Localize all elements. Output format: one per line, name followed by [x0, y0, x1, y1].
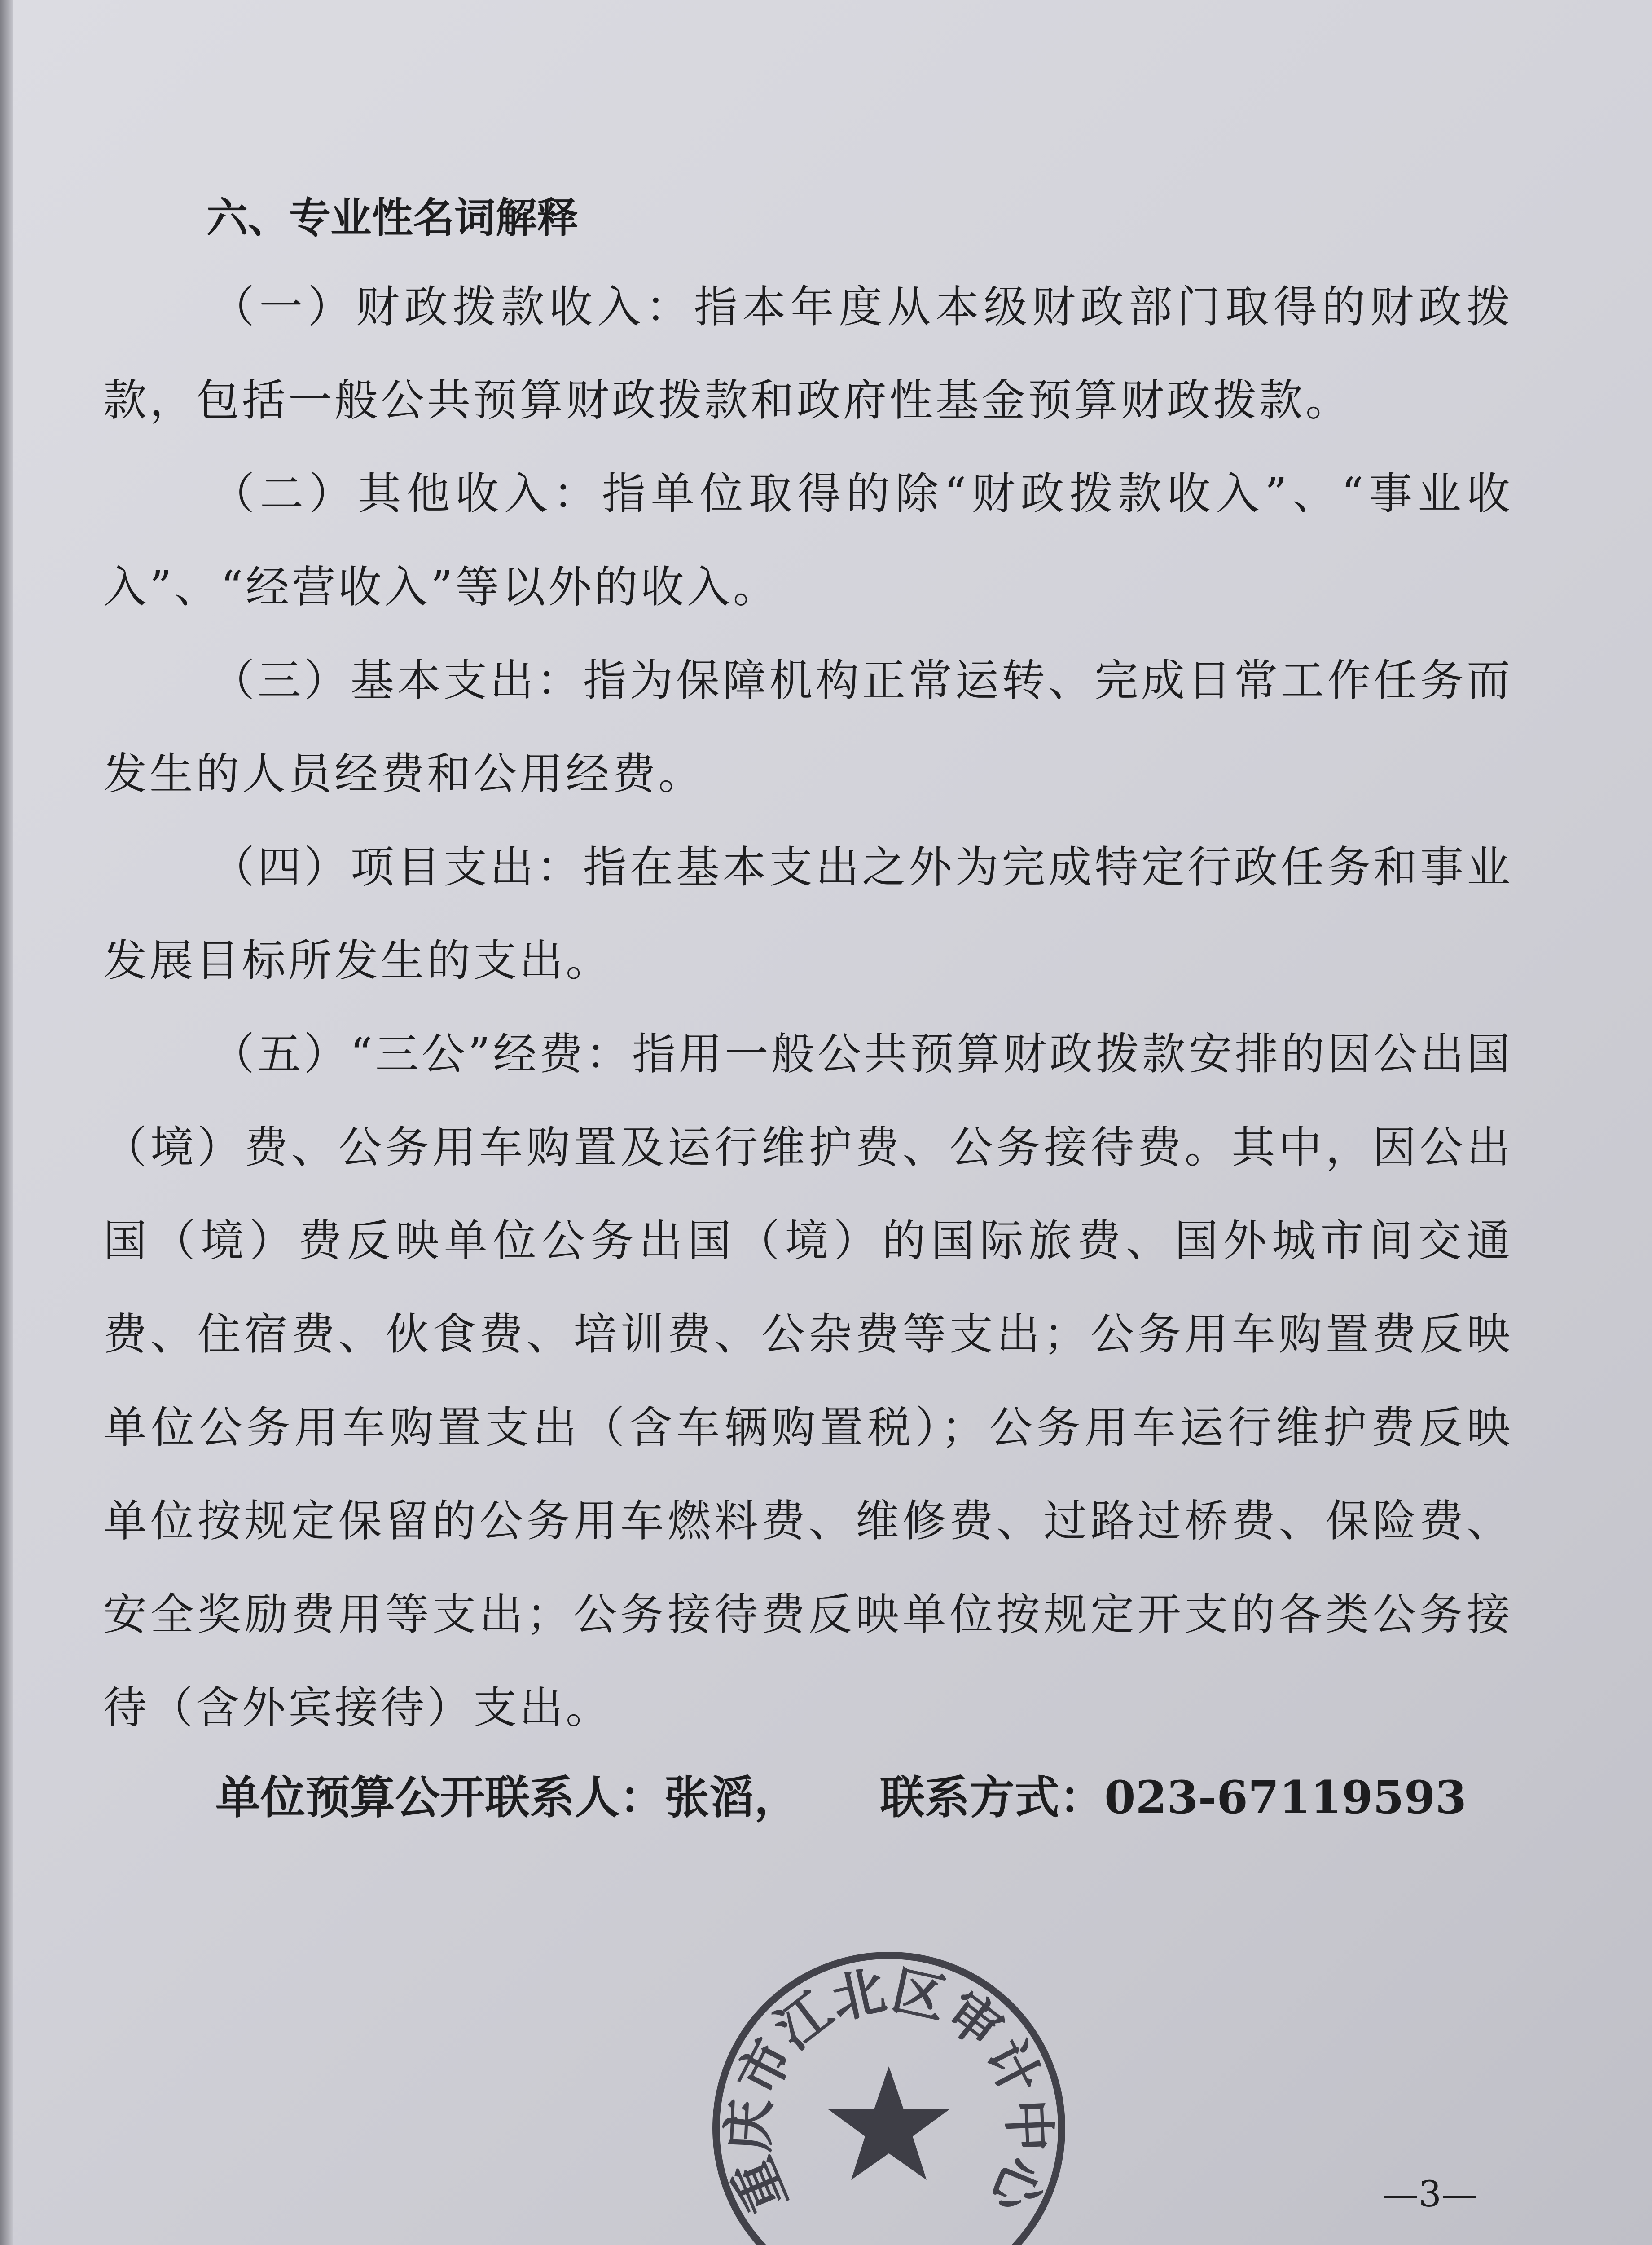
contact-phone: 联系方式：023-67119593: [880, 1771, 1467, 1824]
seal-star-icon: [828, 2066, 949, 2180]
contact-person: 单位预算公开联系人：张滔，: [215, 1771, 799, 1824]
document-body: [103, 175, 1513, 1840]
page-edge-shadow: [0, 0, 13, 2245]
seal-text: 重庆市江北区审计中心: [717, 1959, 1061, 2222]
definition-item-4: （四）项目支出：指在基本支出之外为完成特定行政任务和事业发展目标所发生的支出。: [103, 842, 1513, 986]
definition-item-5: （五）“三公”经费：指用一般公共预算财政拨款安排的因公出国（境）费、公务用车购置及运行维护费、公务接待费。其中，因公出国（境）费反映单位公务出国（境）的国际旅费、国外城市间交通费、住宿费、伙食费、培训费、公杂费等支出；公务用车购置费反映单位公务用车购置支出（含车辆购置税）；公务用车运行维护费反映单位按规定保留的公务用车燃料费、维修费、过路过桥费、保险费、安全奖励费用等支出；公务接待费反映单位按规定开支的各类公务接待（含外宾接待）支出。: [103, 1029, 1513, 1733]
official-seal: [709, 1949, 1068, 2245]
definition-item-3: （三）基本支出：指为保障机构正常运转、完成日常工作任务而发生的人员经费和公用经费。: [103, 655, 1513, 799]
definition-item-1: （一）财政拨款收入：指本年度从本级财政部门取得的财政拨款，包括一般公共预算财政拨款和政府性基金预算财政拨款。: [103, 282, 1513, 426]
definition-item-2: （二）其他收入：指单位取得的除“财政拨款收入”、“事业收入”、“经营收入”等以外的收入。: [103, 468, 1513, 612]
page-number: —3—: [1383, 2173, 1477, 2215]
contact-line: [103, 1755, 1513, 1840]
section-heading: 六、专业性名词解释: [206, 194, 579, 242]
